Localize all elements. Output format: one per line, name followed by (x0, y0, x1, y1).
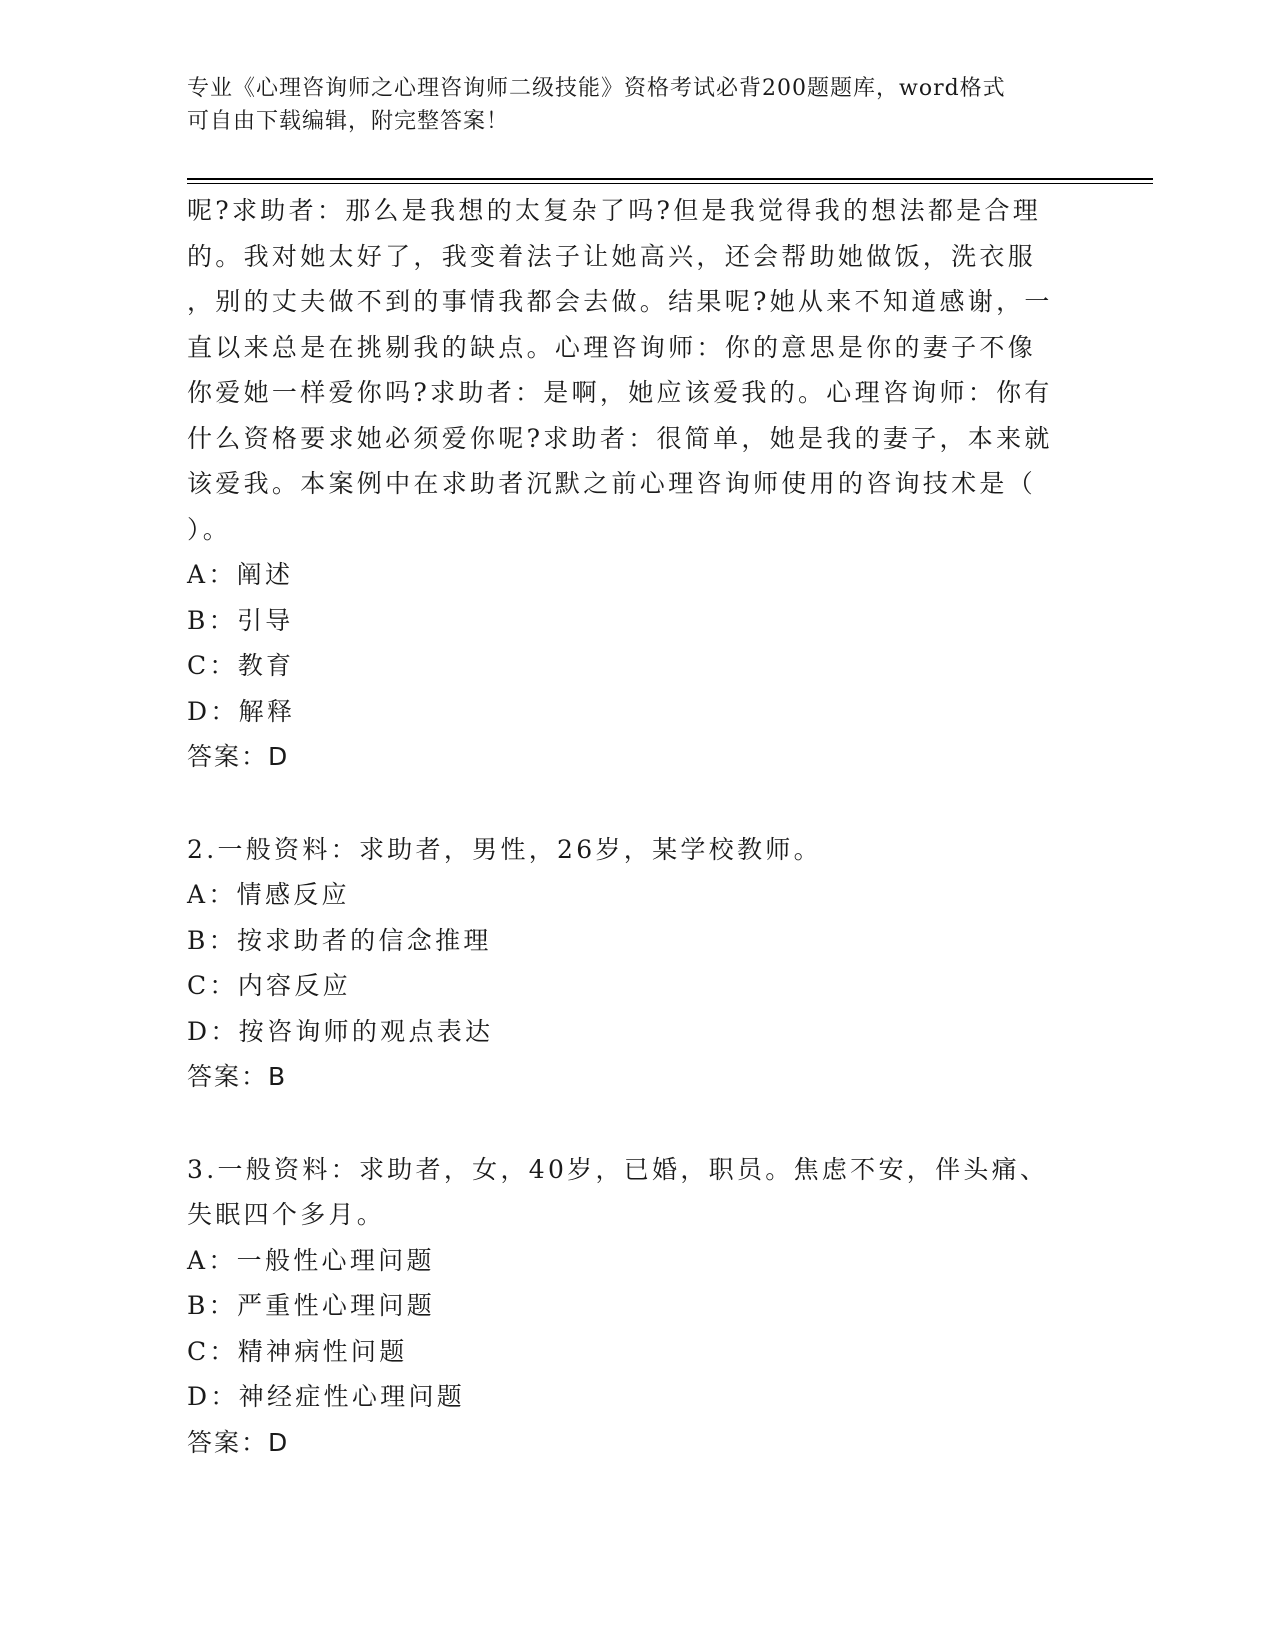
question-1-option-d: D：解释 (187, 696, 296, 726)
document-header (187, 72, 1067, 138)
question-2-answer: 答案：B (187, 1062, 288, 1091)
question-3-text-line: 失眠四个多月。 (187, 1200, 386, 1229)
question-1-text-line: ）。 (187, 514, 232, 544)
question-3-option-b: B：严重性心理问题 (187, 1291, 436, 1320)
question-1-text-line: 的。我对她太好了，我变着法子让她高兴，还会帮助她做饭，洗衣服 (187, 241, 1037, 271)
question-1-text-line: 呢?求助者：那么是我想的太复杂了吗?但是我觉得我的想法都是合理 (187, 196, 1042, 225)
header-rule-thin (187, 183, 1153, 184)
question-2-option-a: A：情感反应 (187, 880, 350, 909)
question-3-option-d: D：神经症性心理问题 (187, 1382, 466, 1411)
question-1-answer: 答案：D (187, 742, 290, 771)
header-line-1: 专业《心理咨询师之心理咨询师二级技能》资格考试必背200题题库，word格式 (187, 76, 1006, 101)
question-3-option-a: A：一般性心理问题 (187, 1245, 435, 1275)
question-3-option-c: C：精神病性问题 (187, 1336, 408, 1366)
question-2-text-line: 2.一般资料：求助者，男性，26岁，某学校教师。 (187, 834, 822, 864)
question-1-text-line: ，别的丈夫做不到的事情我都会去做。结果呢?她从来不知道感谢，一 (187, 287, 1053, 316)
question-1-option-c: C：教育 (187, 651, 295, 680)
question-3-answer: 答案：D (187, 1427, 290, 1457)
header-line-2: 可自由下载编辑，附完整答案！ (187, 109, 510, 134)
question-1 (187, 188, 1077, 780)
question-2 (187, 827, 1077, 1100)
question-2-option-b: B：按求助者的信念推理 (187, 925, 492, 955)
question-1-option-b: B：引导 (187, 605, 294, 635)
question-1-option-a: A：阐述 (187, 560, 294, 589)
question-3-text-line: 3.一般资料：求助者，女，40岁，已婚，职员。焦虑不安，伴头痛、 (187, 1154, 1049, 1184)
question-1-text-line: 你爱她一样爱你吗?求助者：是啊，她应该爱我的。心理咨询师：你有 (187, 378, 1053, 407)
question-1-text-line: 什么资格要求她必须爱你呢?求助者：很简单，她是我的妻子，本来就 (187, 423, 1053, 453)
question-spacer (187, 780, 1077, 827)
question-1-text-line: 该爱我。本案例中在求助者沉默之前心理咨询师使用的咨询技术是（ (187, 469, 1037, 498)
question-2-option-d: D：按咨询师的观点表达 (187, 1016, 494, 1046)
question-spacer (187, 1100, 1077, 1147)
document-body (187, 188, 1077, 1465)
question-3 (187, 1147, 1077, 1466)
question-2-option-c: C：内容反应 (187, 971, 351, 1000)
question-1-text-line: 直以来总是在挑剔我的缺点。心理咨询师：你的意思是你的妻子不像 (187, 332, 1037, 362)
header-rule-thick (187, 178, 1153, 180)
